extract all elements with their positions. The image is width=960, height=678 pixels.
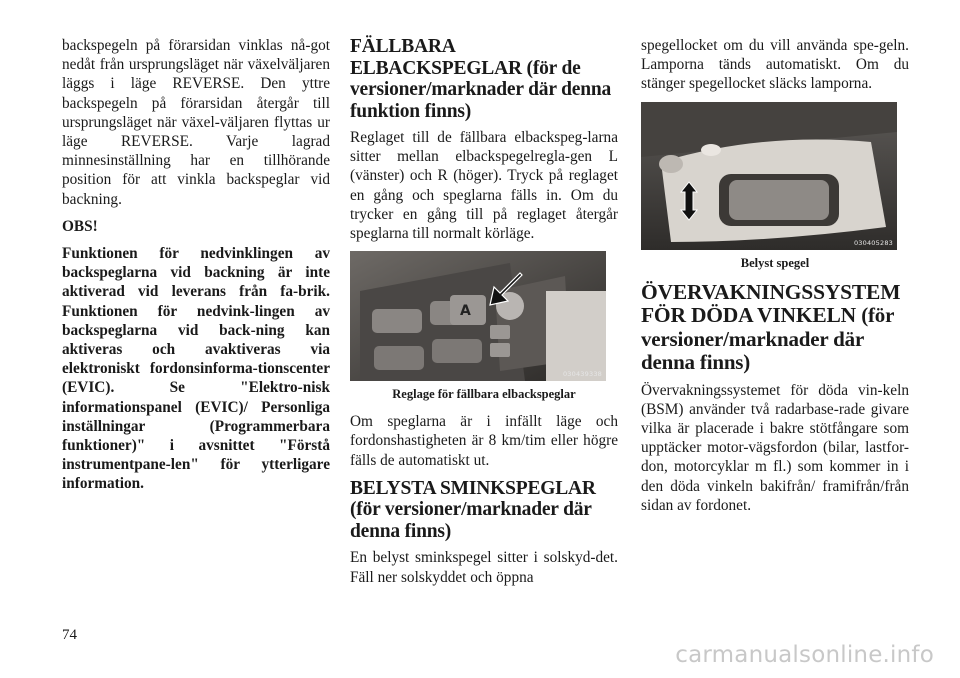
paragraph: En belyst sminkspegel sitter i solskyd-det. Fäll ner solskyddet och öppna bbox=[350, 549, 618, 586]
heading-vanity-mirrors bbox=[350, 478, 618, 543]
column-right bbox=[641, 36, 909, 523]
paragraph: spegellocket om du vill använda spe-geln. Lamporna tänds automatiskt. Om du stänger spegellocket släcks lamporna. bbox=[641, 37, 909, 93]
column-middle bbox=[350, 36, 618, 595]
watermark: carmanualsonline.info bbox=[675, 642, 934, 668]
note-text: Funktionen för nedvinklingen av backspeglarna vid backning är inte aktiverad vid leverans från fa-brik. Funktionen för nedvink-lingen av backspeglarna vid back-ning kan aktiveras och avaktiveras via elektroniskt fordonsinforma-tionscenter (EVIC). Se "Elektro-nisk informationspanel (EVIC)/ Personliga inställningar (Programmerbara funktioner)" i avsnittet "Förstå instrumentpane-len" för ytterligare information. bbox=[62, 245, 330, 493]
heading-folding-mirrors bbox=[350, 36, 618, 122]
svg-text:A: A bbox=[460, 303, 471, 320]
paragraph: Om speglarna är i infällt läge och fordonshastigheten är 8 km/tim eller högre fälls de automatiskt ut. bbox=[350, 413, 618, 469]
paragraph: backspegeln på förarsidan vinklas nå-got nedåt från ursprungsläget när växelväljaren läggs i läge REVERSE. Den yttre backspegeln på förarsidan återgår till ursprungsläget när växel-väljaren flyttas ur läge REVERSE. Varje lagrad minnesinställning har en tillhörande position för att vinkla backspeglar vid backning. bbox=[62, 37, 330, 208]
paragraph: Övervakningssystemet för döda vin-keln (BSM) använder två radarbase-rade givare vilka är placerade i bakre stötfångare som upptäcker motor-vägsfordon (bilar, lastfor-don, motorcyklar m fl.) som kommer in i den döda vinkeln bakifrån/ framifrån/från sidan av fordonet. bbox=[641, 381, 909, 514]
heading-main: ÖVERVAKNINGSSYSTEM FÖR DÖDA VINKELN bbox=[641, 279, 901, 328]
vanity-mirror-image bbox=[641, 102, 897, 250]
figure-mirror-switch bbox=[350, 251, 606, 381]
paragraph: Reglaget till de fällbara elbackspeg-larna sitter mellan elbackspegelregla-gen L (vänster) och R (höger). Tryck på reglaget en gång och speglarna fälls in. Om du trycker en gång till på reglaget återgår speglarna till normalt körläge. bbox=[350, 129, 618, 243]
heading-sub: (för versioner/marknader där denna finns) bbox=[641, 303, 894, 375]
heading-blind-spot bbox=[641, 281, 909, 375]
note-label: OBS! bbox=[62, 217, 98, 235]
figure-caption: Reglage för fällbara elbackspeglar bbox=[392, 387, 576, 402]
figure-code: 030439338 bbox=[562, 370, 602, 379]
heading-sub: (för de versioner/marknader där denna funktion finns) bbox=[350, 57, 612, 122]
heading-sub: (för versioner/marknader där denna finns) bbox=[350, 499, 592, 542]
heading-main: BELYSTA SMINKSPEGLAR bbox=[350, 477, 596, 499]
page-number: 74 bbox=[62, 627, 77, 643]
figure-caption: Belyst spegel bbox=[740, 255, 810, 270]
figure-vanity-mirror bbox=[641, 102, 897, 250]
door-switch-panel-image bbox=[350, 251, 606, 381]
figure-code: 030405283 bbox=[853, 238, 893, 247]
column-left bbox=[62, 36, 330, 502]
heading-main: FÄLLBARA ELBACKSPEGLAR bbox=[350, 36, 522, 79]
